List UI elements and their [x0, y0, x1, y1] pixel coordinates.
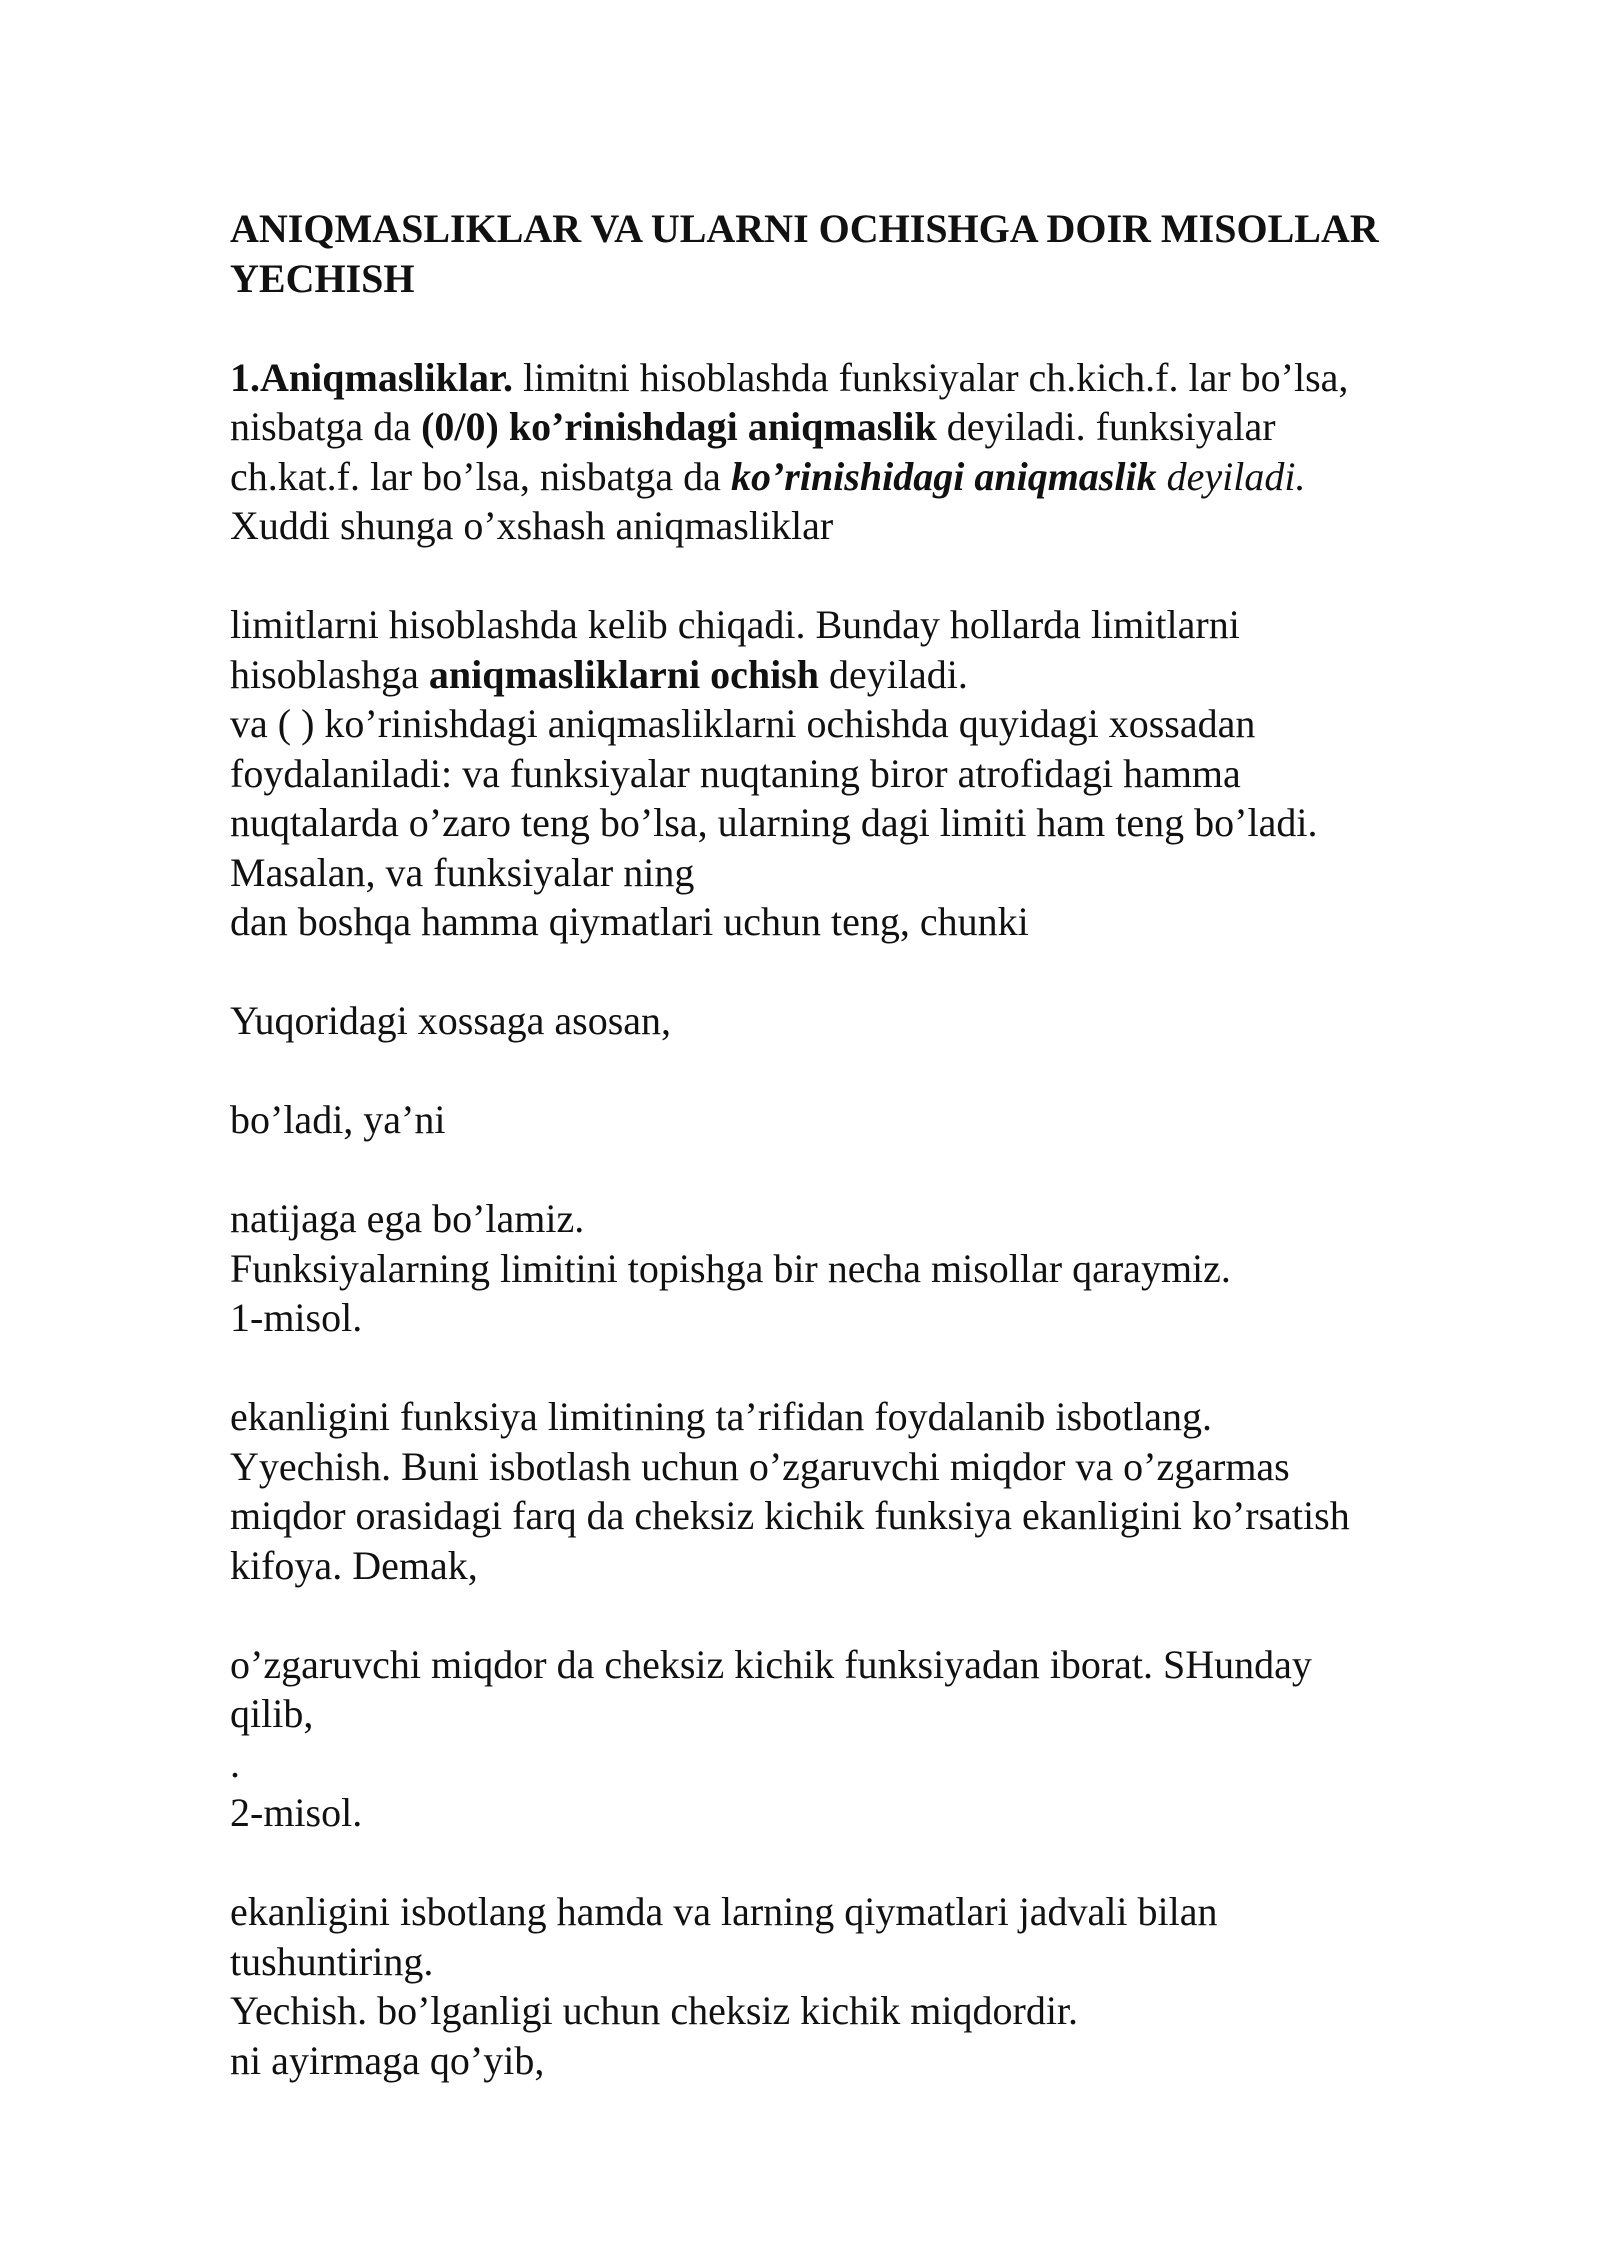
- paragraph-line: [230, 353, 1530, 403]
- blank-line: [230, 303, 1530, 353]
- paragraph-line: Funksiyalarning limitini topishga bir necha misollar qaraymiz.: [230, 1245, 1231, 1291]
- blank-line: [230, 1590, 1530, 1640]
- paragraph-line: o’zgaruvchi miqdor da cheksiz kichik funksiyadan iborat. SHunday: [230, 1641, 1312, 1687]
- paragraph-line: tushuntiring.: [230, 1938, 434, 1984]
- paragraph-line: [230, 452, 1530, 502]
- paragraph-line: Masalan, va funksiyalar ning: [230, 849, 695, 895]
- text-run: deyiladi. funksiyalar: [936, 404, 1276, 449]
- paragraph-line: Yuqoridagi xossaga asosan,: [230, 998, 672, 1043]
- paragraph-line: dan boshqa hamma qiymatlari uchun teng, chunki: [230, 899, 1029, 944]
- paragraph-line: natijaga ega bo’lamiz.: [230, 1196, 585, 1241]
- blank-line: [230, 1046, 1530, 1096]
- blank-line: [230, 1343, 1530, 1393]
- document-title-line-1: ANIQMASLIKLAR VA ULARNI OCHISHGA DOIR MISOLLAR: [230, 206, 1379, 251]
- text-run: ch.kat.f. lar bo’lsa, nisbatga da: [230, 453, 731, 499]
- blank-line: [230, 551, 1530, 601]
- italic-text: deyiladi.: [1156, 453, 1306, 499]
- example-heading: 1-misol.: [230, 1295, 363, 1340]
- paragraph-line: [230, 650, 1530, 700]
- paragraph-line: Yyechish. Buni isbotlash uchun o’zgaruvchi miqdor va o’zgarmas: [230, 1443, 1290, 1489]
- blank-line: [230, 1145, 1530, 1195]
- paragraph-line: ni ayirmaga qo’yib,: [230, 2037, 545, 2083]
- text-run: deyiladi.: [819, 651, 968, 697]
- bold-term: (0/0) ko’rinishdagi aniqmaslik: [421, 404, 937, 449]
- paragraph-line: bo’ladi, ya’ni: [230, 1097, 446, 1142]
- paragraph-line: limitlarni hisoblashda kelib chiqadi. Bunday hollarda limitlarni: [230, 602, 1240, 647]
- text-run: hisoblashga: [230, 651, 429, 697]
- bold-term: aniqmasliklarni ochish: [428, 651, 819, 697]
- paragraph-line: ekanligini funksiya limitining ta’rifidan foydalanib isbotlang.: [230, 1394, 1213, 1439]
- text-run: limitni hisoblashda funksiyalar ch.kich.f. lar bo’lsa,: [513, 354, 1349, 400]
- text-run: nisbatga da: [230, 404, 422, 449]
- paragraph-line: miqdor orasidagi farq da cheksiz kichik funksiya ekanligini ko’rsatish: [230, 1493, 1350, 1538]
- paragraph-line: qilib,: [230, 1691, 314, 1736]
- paragraph-line: nuqtalarda o’zaro teng bo’lsa, ularning dagi limiti ham teng bo’ladi.: [230, 800, 1318, 845]
- blank-line: [230, 1838, 1530, 1888]
- blank-line: [230, 947, 1530, 997]
- paragraph-line: ekanligini isbotlang hamda va larning qiymatlari jadvali bilan: [230, 1889, 1218, 1934]
- document-body: [230, 204, 1530, 2085]
- paragraph-line: Yechish. bo’lganligi uchun cheksiz kichik miqdordir.: [230, 1988, 1079, 2033]
- paragraph-line: .: [230, 1740, 240, 1786]
- paragraph-line: va ( ) ko’rinishdagi aniqmasliklarni ochishda quyidagi xossadan: [230, 701, 1256, 746]
- paragraph-line: Xuddi shunga o’xshash aniqmasliklar: [230, 503, 834, 548]
- section-heading: 1.Aniqmasliklar.: [230, 354, 514, 400]
- example-heading: 2-misol.: [230, 1790, 363, 1835]
- bold-italic-term: ko’rinishidagi aniqmaslik: [730, 453, 1157, 499]
- document-title-line-2: YECHISH: [230, 255, 415, 301]
- paragraph-line: foydalaniladi: va funksiyalar nuqtaning biror atrofidagi hamma: [230, 750, 1241, 796]
- paragraph-line: [230, 402, 1530, 452]
- paragraph-line: kifoya. Demak,: [230, 1542, 478, 1588]
